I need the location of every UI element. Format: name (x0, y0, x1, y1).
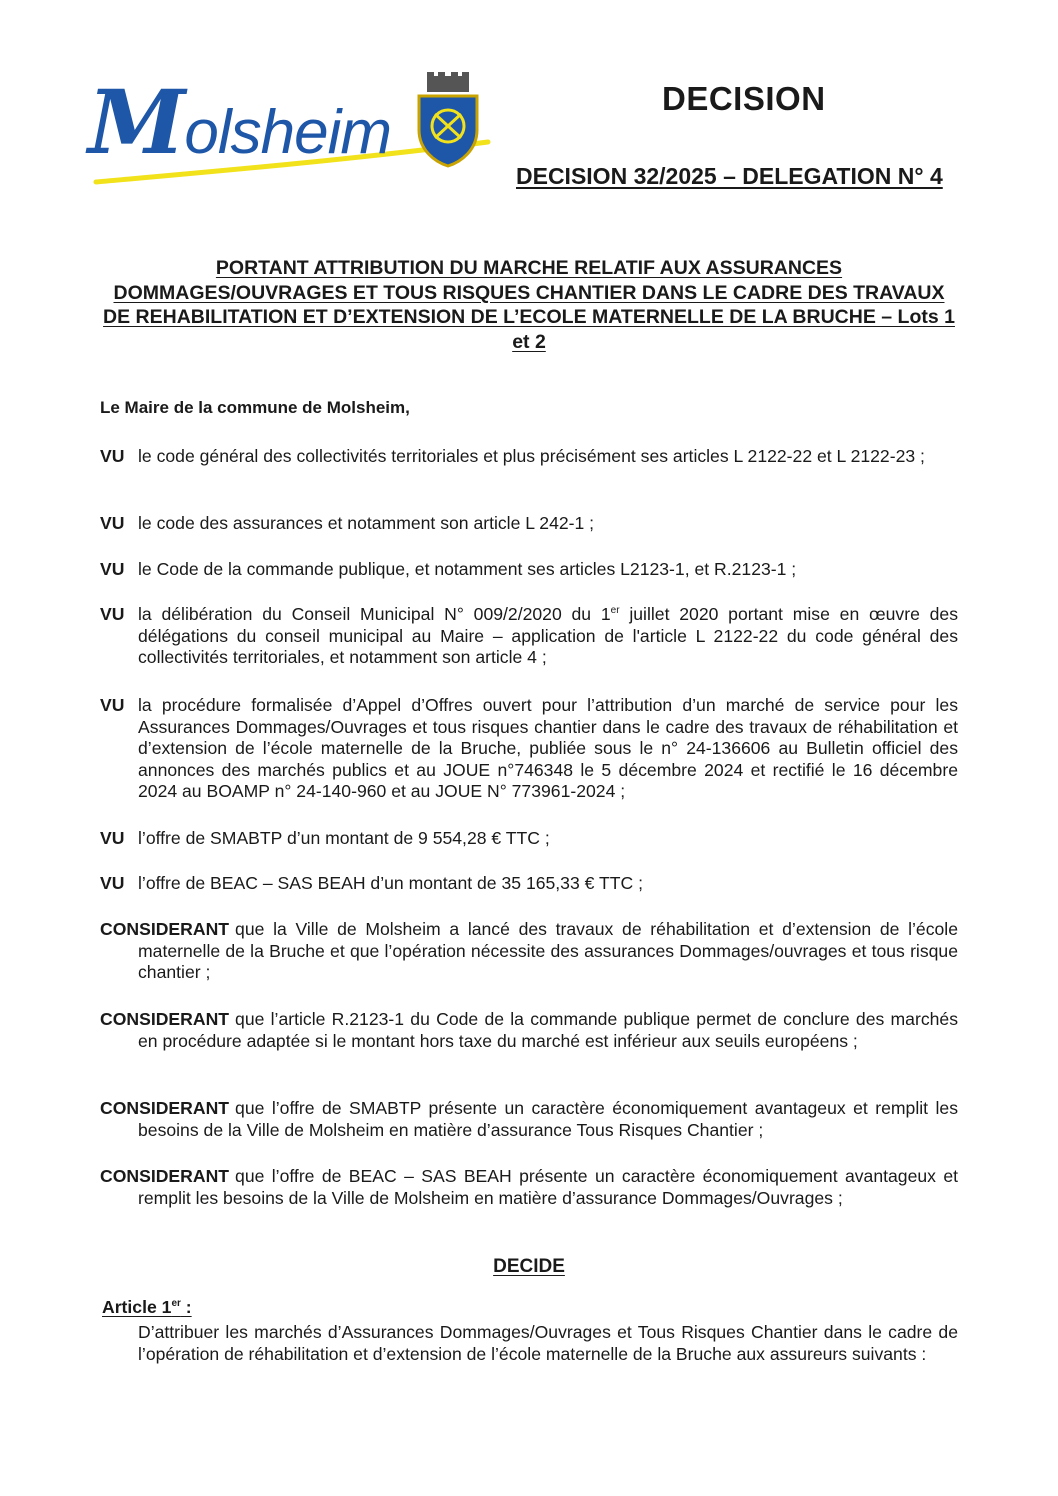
clause-text: le code des assurances et notamment son article L 242-1 ; (138, 513, 595, 533)
vu-clause (100, 695, 958, 803)
considerant-clause (100, 1166, 958, 1209)
logo-wordmark: Molsheim (88, 70, 392, 174)
vu-clause (100, 559, 958, 581)
clause-keyword: VU (100, 828, 125, 848)
molsheim-logo (88, 64, 498, 194)
intro-line: Le Maire de la commune de Molsheim, (100, 398, 410, 417)
clause-text: la délibération du Conseil Municipal N° 009/2/2020 du 1er juillet 2020 portant mise en œuvre des délégations du conseil municipal au Maire – application de l'article L 2122-22 du code général des collectivités territoriales, et notamment son article 4 ; (138, 604, 959, 667)
decide-heading: DECIDE (493, 1256, 565, 1277)
clause-keyword: CONSIDERANT (100, 1166, 230, 1186)
clause-text: l’offre de SMABTP d’un montant de 9 554,28 € TTC ; (138, 828, 550, 848)
clause-keyword: VU (100, 513, 125, 533)
considerant-clause (100, 1009, 958, 1052)
clause-keyword: VU (100, 559, 125, 579)
clause-keyword: VU (100, 604, 125, 624)
coat-of-arms-icon (413, 70, 483, 168)
clause-text: que l’offre de SMABTP présente un caractère économiquement avantageux et remplit les besoins de la Ville de Molsheim en matière d’assurance Tous Risques Chantier ; (138, 1098, 958, 1140)
clause-text: l’offre de BEAC – SAS BEAH d’un montant de 35 165,33 € TTC ; (138, 873, 643, 893)
considerant-clause (100, 919, 958, 984)
clause-keyword: CONSIDERANT (100, 919, 230, 939)
considerant-clause (100, 1098, 958, 1141)
document-title: DECISION (662, 80, 826, 117)
decision-reference: DECISION 32/2025 – DELEGATION N° 4 (516, 163, 943, 189)
vu-clause (100, 604, 958, 669)
clause-keyword: CONSIDERANT (100, 1098, 230, 1118)
vu-clause (100, 828, 958, 850)
clause-text: que l’offre de BEAC – SAS BEAH présente un caractère économiquement avantageux et remplit les besoins de la Ville de Molsheim en matière d’assurance Dommages/Ouvrages ; (138, 1166, 958, 1208)
clause-text: que la Ville de Molsheim a lancé des travaux de réhabilitation et d’extension de l’école maternelle de la Bruche et que l’opération nécessite des assurances Dommages/ouvrages et tous risque chantier ; (138, 919, 958, 982)
decision-heading: PORTANT ATTRIBUTION DU MARCHE RELATIF AUX ASSURANCES DOMMAGES/OUVRAGES ET TOUS RISQUES CHANTIER DANS LE CADRE DES TRAVAUX DE REHABILITATION ET D’EXTENSION DE L’ECOLE MATERNELLE DE LA BRUCHE – Lots 1 et 2 (103, 257, 955, 353)
clause-keyword: VU (100, 873, 125, 893)
vu-clause (100, 873, 958, 895)
article-1-title: Article 1er : (102, 1297, 192, 1317)
vu-clause (100, 513, 958, 535)
article-1-body: D’attribuer les marchés d’Assurances Dommages/Ouvrages et Tous Risques Chantier dans le cadre de l’opération de réhabilitation et d’extension de l’école maternelle de la Bruche aux assureurs suivants : (138, 1322, 958, 1364)
vu-clause (100, 446, 958, 468)
clause-text: le Code de la commande publique, et notamment ses articles L2123-1, et R.2123-1 ; (138, 559, 797, 579)
clause-keyword: CONSIDERANT (100, 1009, 230, 1029)
clause-text: que l’article R.2123-1 du Code de la commande publique permet de conclure des marchés en procédure adaptée si le montant hors taxe du marché est inférieur aux seuils européens ; (138, 1009, 958, 1051)
clause-text: le code général des collectivités territoriales et plus précisément ses articles L 2122-22 et L 2122-23 ; (138, 446, 925, 466)
clause-keyword: VU (100, 446, 125, 466)
clause-keyword: VU (100, 695, 125, 715)
clause-text: la procédure formalisée d’Appel d’Offres ouvert pour l’attribution d’un marché de service pour les Assurances Dommages/Ouvrages et tous risques chantier dans le cadre des travaux de réhabilitation et d’extension de l’école maternelle de la Bruche, publiée sous le n° 24-136606 au Bulletin officiel des annonces des marchés publics et au JOUE n°746348 le 5 décembre 2024 et rectifié le 16 décembre 2024 au BOAMP n° 24-140-960 et au JOUE N° 773961-2024 ; (138, 695, 958, 801)
